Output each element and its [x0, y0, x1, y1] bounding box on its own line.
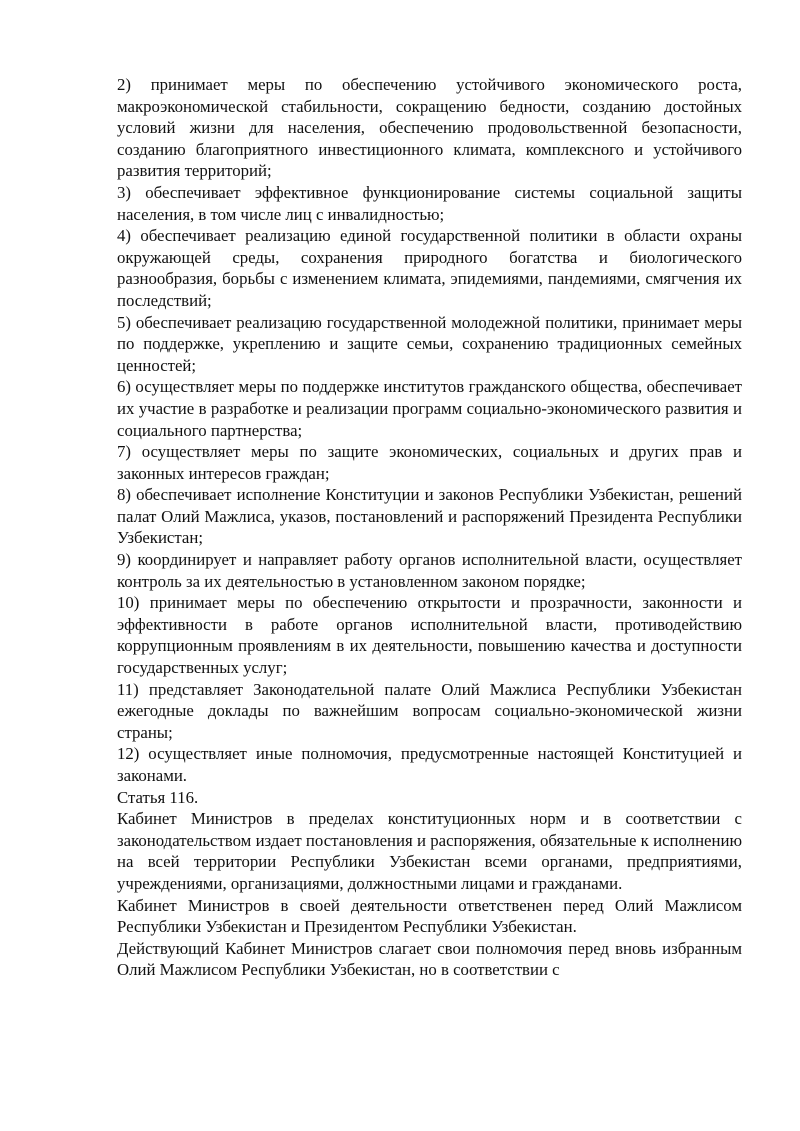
list-item-3: 3) обеспечивает эффективное функционирование системы социальной защиты населения, в том числе лиц с инвалидностью; — [117, 182, 742, 224]
list-item-12: 12) осуществляет иные полномочия, предусмотренные настоящей Конституцией и законами. — [117, 744, 742, 785]
list-item-10: 10) принимает меры по обеспечению открытости и прозрачности, законности и эффективности в работе органов исполнительной власти, противодействию коррупционным проявлениям в их деятельности, повышению качества и доступности государственных услуг; — [117, 593, 742, 678]
list-item-9: 9) координирует и направляет работу органов исполнительной власти, осуществляет контроль за их деятельностью в установленном законом порядке; — [117, 550, 742, 591]
list-item-7: 7) осуществляет меры по защите экономических, социальных и других прав и законных интересов граждан; — [117, 442, 742, 483]
list-item-11: 11) представляет Законодательной палате Олий Мажлиса Республики Узбекистан ежегодные доклады по важнейшим вопросам социально-экономической жизни страны; — [117, 679, 742, 742]
article-paragraph-1: Кабинет Министров в пределах конституционных норм и в соответствии с законодательством издает постановления и распоряжения, обязательные к исполнению на всей территории Республики Узбекистан всеми органами, предприятиями, учреждениями, организациями, должностными лицами и гражданами. — [117, 809, 742, 893]
list-item-2: 2) принимает меры по обеспечению устойчивого экономического роста, макроэкономической стабильности, сокращению бедности, созданию достойных условий жизни для населения, обеспечению продовольственной безопасности, созданию благоприятного инвестиционного климата, комплексного и устойчивого развития территорий; — [117, 75, 742, 181]
article-paragraph-2: Кабинет Министров в своей деятельности ответственен перед Олий Мажлисом Республики Узбекистан и Президентом Республики Узбекистан. — [117, 895, 742, 937]
document-page — [117, 74, 742, 981]
list-item-5: 5) обеспечивает реализацию государственной молодежной политики, принимает меры по поддержке, укреплению и защите семьи, сохранению традиционных семейных ценностей; — [117, 312, 742, 375]
list-item-4: 4) обеспечивает реализацию единой государственной политики в области охраны окружающей среды, сохранения природного богатства и биологического разнообразия, борьбы с изменением климата, эпидемиями, пандемиями, смягчения их последствий; — [117, 226, 742, 310]
list-item-8: 8) обеспечивает исполнение Конституции и законов Республики Узбекистан, решений палат Олий Мажлиса, указов, постановлений и распоряжений Президента Республики Узбекистан; — [117, 485, 742, 548]
list-item-6: 6) осуществляет меры по поддержке институтов гражданского общества, обеспечивает их участие в разработке и реализации программ социально-экономического развития и социального партнерства; — [117, 377, 742, 440]
article-heading: Статья 116. — [117, 787, 199, 807]
article-paragraph-3: Действующий Кабинет Министров слагает свои полномочия перед вновь избранным Олий Мажлисом Республики Узбекистан, но в соответствии с — [117, 938, 742, 980]
